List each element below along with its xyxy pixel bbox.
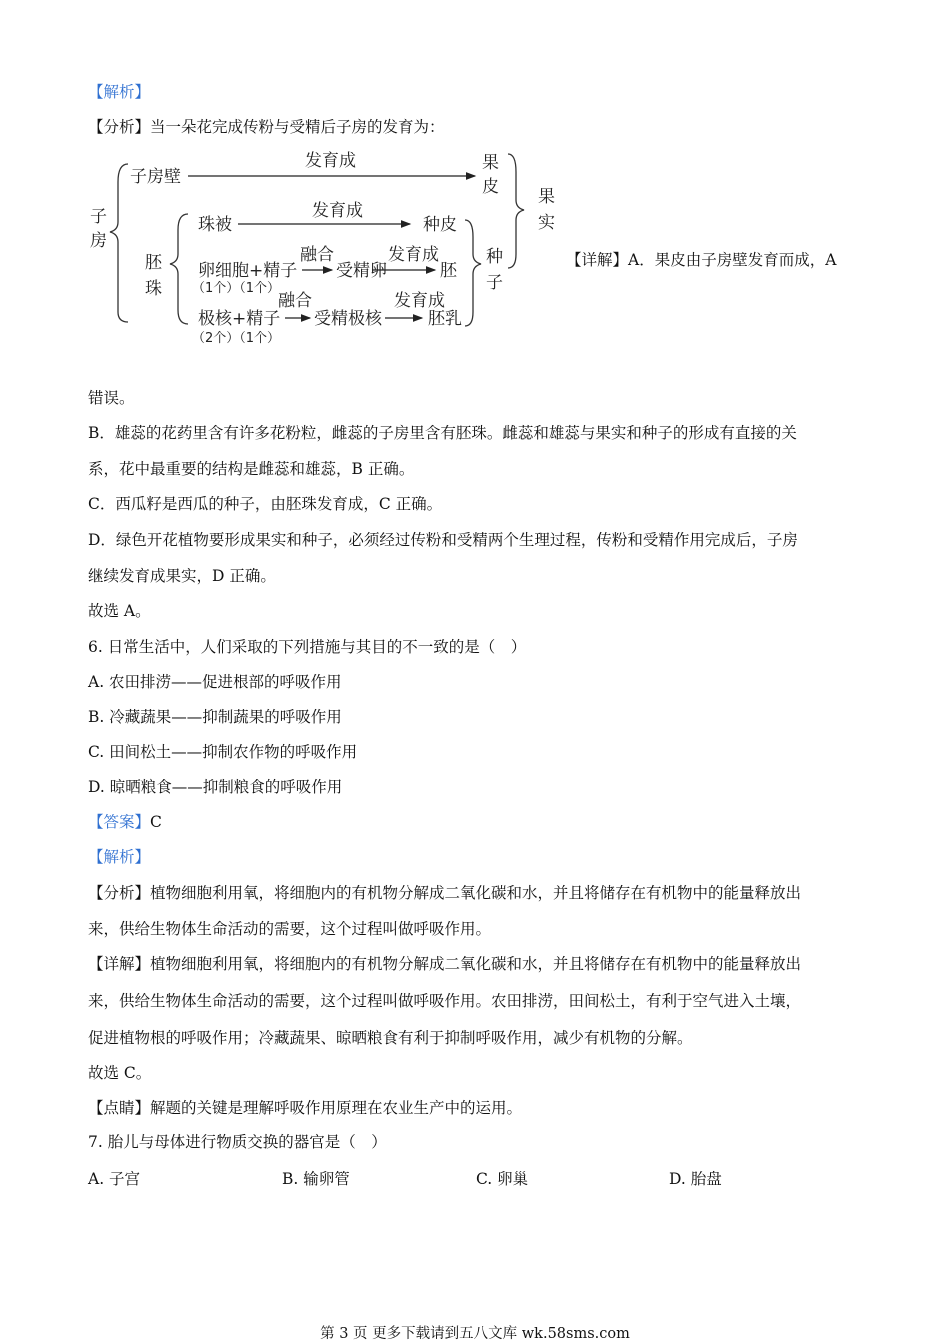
brace-peizhu [170, 214, 188, 324]
label-fayucheng-4: 发育成 [394, 291, 445, 311]
brace-zifang [110, 164, 128, 322]
label-guoshi-1: 果 [538, 187, 555, 207]
label-jihe: 极核+精子 [198, 309, 281, 329]
q6-option-c: C. 田间松土——抑制农作物的呼吸作用 [88, 743, 358, 761]
q5-line-2: 系，花中最重要的结构是雌蕊和雄蕊，B 正确。 [88, 460, 415, 478]
label-shoujingluan: 受精卵 [336, 261, 387, 281]
label-zifang-1: 子 [90, 207, 107, 227]
q6-xiangjie-line-1: 来，供给生物体生命活动的需要，这个过程叫做呼吸作用。农田排涝，田间松土，有利于空气进入土壤， [88, 992, 802, 1010]
q5-line-4: D．绿色开花植物要形成果实和种子，必须经过传粉和受精两个生理过程，传粉和受精作用完成后，子房 [88, 531, 798, 549]
label-peizhu-1: 胚 [145, 253, 162, 273]
label-shoujingjihe: 受精极核 [314, 309, 382, 329]
q6-option-d: D. 晾晒粮食——抑制粮食的呼吸作用 [88, 778, 343, 796]
q6-xiangjie-line-0 [88, 954, 801, 974]
label-ronghe-2: 融合 [278, 291, 312, 311]
q6-dianjing [88, 1098, 522, 1118]
label-luanxibao: 卵细胞+精子 [198, 261, 298, 281]
q7-option-a: A. 子宫 [88, 1170, 141, 1188]
jiexi-tag-q6: 【解析】 [88, 848, 151, 866]
label-pei: 胚 [440, 261, 457, 281]
brace-zhongzi [465, 220, 481, 326]
dianjing-tag: 【点睛】 [88, 1099, 151, 1117]
label-peizhu-2: 珠 [145, 279, 162, 299]
label-fayucheng-1: 发育成 [305, 151, 356, 171]
fenxi-tag-q6: 【分析】 [88, 884, 151, 902]
label-count2: （2个）（1个） [192, 331, 281, 346]
q6-fenxi-text-0: 植物细胞利用氧，将细胞内的有机物分解成二氧化碳和水，并且将储存在有机物中的能量释放出 [150, 884, 802, 902]
label-zifang-2: 房 [90, 231, 107, 251]
daan-tag: 【答案】 [88, 813, 151, 831]
label-guoshi-2: 实 [538, 213, 555, 233]
q5-line-5: 继续发育成果实，D 正确。 [88, 567, 276, 585]
q5-fenxi-text: 当一朵花完成传粉与受精后子房的发育为： [150, 118, 445, 136]
label-zhubei: 珠被 [198, 215, 232, 235]
q5-fenxi [88, 117, 445, 137]
q5-line-3: C．西瓜籽是西瓜的种子，由胚珠发育成，C 正确。 [88, 495, 443, 513]
ovary-development-diagram [80, 142, 570, 352]
fenxi-tag: 【分析】 [88, 118, 151, 136]
label-zifangbi: 子房壁 [130, 167, 181, 187]
q6-xiangjie-text-0: 植物细胞利用氧，将细胞内的有机物分解成二氧化碳和水，并且将储存在有机物中的能量释放出 [150, 955, 802, 973]
q5-line-6: 故选 A。 [88, 602, 151, 620]
jiexi-tag-q5: 【解析】 [88, 83, 151, 101]
q6-stem: 6. 日常生活中，人们采取的下列措施与其目的不一致的是（ ） [88, 638, 527, 656]
q6-dianjing-text: 解题的关键是理解呼吸作用原理在农业生产中的运用。 [150, 1099, 523, 1117]
q6-fenxi-line-1: 来，供给生物体生命活动的需要，这个过程叫做呼吸作用。 [88, 920, 492, 938]
label-zhongzi-2: 子 [486, 273, 503, 293]
q5-xiangjie [566, 250, 836, 270]
page-footer: 第 3 页 更多下载请到五八文库 wk.58sms.com [320, 1326, 630, 1342]
q6-answer-value: C [150, 813, 162, 831]
label-peiru: 胚乳 [428, 309, 462, 329]
q5-line-0: 错误。 [88, 389, 135, 407]
label-guopi-2: 皮 [482, 177, 499, 197]
q6-option-b: B. 冷藏蔬果——抑制蔬果的呼吸作用 [88, 708, 342, 726]
q6-option-a: A. 农田排涝——促进根部的呼吸作用 [88, 673, 342, 691]
brace-guoshi [508, 154, 524, 268]
q7-option-d: D. 胎盘 [669, 1170, 722, 1188]
q6-xiangjie-line-2: 促进植物根的呼吸作用；冷藏蔬果、晾晒粮食有利于抑制呼吸作用，减少有机物的分解。 [88, 1029, 693, 1047]
q6-fenxi-line-0 [88, 883, 801, 903]
q5-line-1: B．雄蕊的花药里含有许多花粉粒，雌蕊的子房里含有胚珠。雌蕊和雄蕊与果实和种子的形成有直接的关 [88, 424, 797, 442]
q7-option-c: C. 卵巢 [476, 1170, 529, 1188]
label-zhongzi-1: 种 [486, 247, 503, 267]
q6-answer [88, 812, 162, 832]
label-count1: （1个）（1个） [192, 281, 281, 296]
q7-stem: 7. 胎儿与母体进行物质交换的器官是（ ） [88, 1133, 387, 1151]
label-zhongpi: 种皮 [423, 215, 457, 235]
label-fayucheng-3: 发育成 [388, 245, 439, 265]
xiangjie-tag-q6: 【详解】 [88, 955, 151, 973]
label-guopi-1: 果 [482, 153, 499, 173]
q6-conclusion: 故选 C。 [88, 1064, 152, 1082]
xiangjie-tag: 【详解】 [566, 251, 629, 269]
label-ronghe-1: 融合 [300, 245, 334, 265]
q5-xiangjie-text: A．果皮由子房壁发育而成，A [628, 251, 837, 269]
label-fayucheng-2: 发育成 [312, 201, 363, 221]
q7-option-b: B. 输卵管 [282, 1170, 350, 1188]
